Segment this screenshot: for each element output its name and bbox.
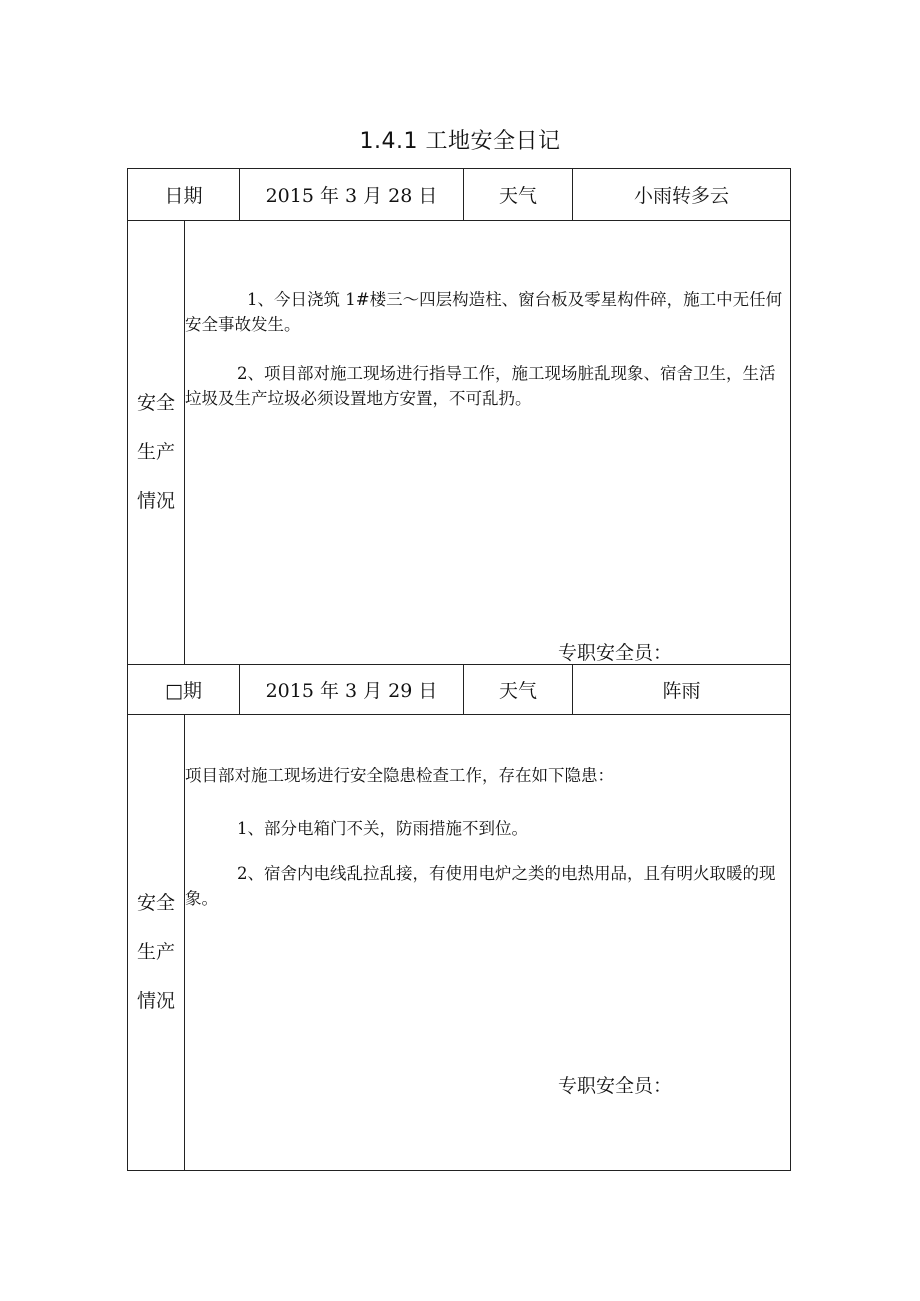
- date-label: □期: [165, 680, 202, 702]
- diary-entry-1: [127, 168, 791, 665]
- date-label: 日期: [164, 185, 203, 207]
- date-value: 2015 年 3 月 29 日: [265, 680, 438, 702]
- row-divider: [128, 220, 790, 221]
- safety-officer-label: 专职安全员：: [558, 1075, 673, 1097]
- section-label: [128, 379, 184, 526]
- section-label: [128, 879, 184, 1026]
- diary-entry-2: [127, 664, 791, 1171]
- weather-value: 小雨转多云: [633, 185, 729, 207]
- paragraph: 1、部分电箱门不关，防雨措施不到位。: [237, 819, 528, 838]
- date-value: 2015 年 3 月 28 日: [265, 185, 438, 207]
- paragraph: 2、宿舍内电线乱拉乱接，有使用电炉之类的电热用品，且有明火取暖的现象。: [185, 864, 776, 908]
- section-label-line: 情况: [136, 490, 175, 512]
- weather-value: 阵雨: [662, 680, 701, 702]
- section-label-line: 生产: [136, 441, 175, 463]
- section-label-line: 安全: [136, 892, 175, 914]
- page-title: 1.4.1 工地安全日记: [359, 129, 561, 154]
- paragraph: 2、项目部对施工现场进行指导工作，施工现场脏乱现象、宿舍卫生，生活垃圾及生产垃圾必须设置地方安置，不可乱扔。: [185, 364, 776, 408]
- weather-label: 天气: [498, 185, 537, 207]
- weather-label: 天气: [498, 680, 537, 702]
- safety-officer-label: 专职安全员：: [558, 642, 673, 664]
- row-divider: [128, 714, 790, 715]
- intro-paragraph: 项目部对施工现场进行安全隐患检查工作，存在如下隐患：: [185, 766, 614, 785]
- section-label-line: 安全: [136, 392, 175, 414]
- paragraph: 1、今日浇筑 1#楼三～四层构造柱、窗台板及零星构件碎，施工中无任何安全事故发生。: [185, 290, 783, 334]
- section-label-line: 情况: [136, 990, 175, 1012]
- section-label-line: 生产: [136, 941, 175, 963]
